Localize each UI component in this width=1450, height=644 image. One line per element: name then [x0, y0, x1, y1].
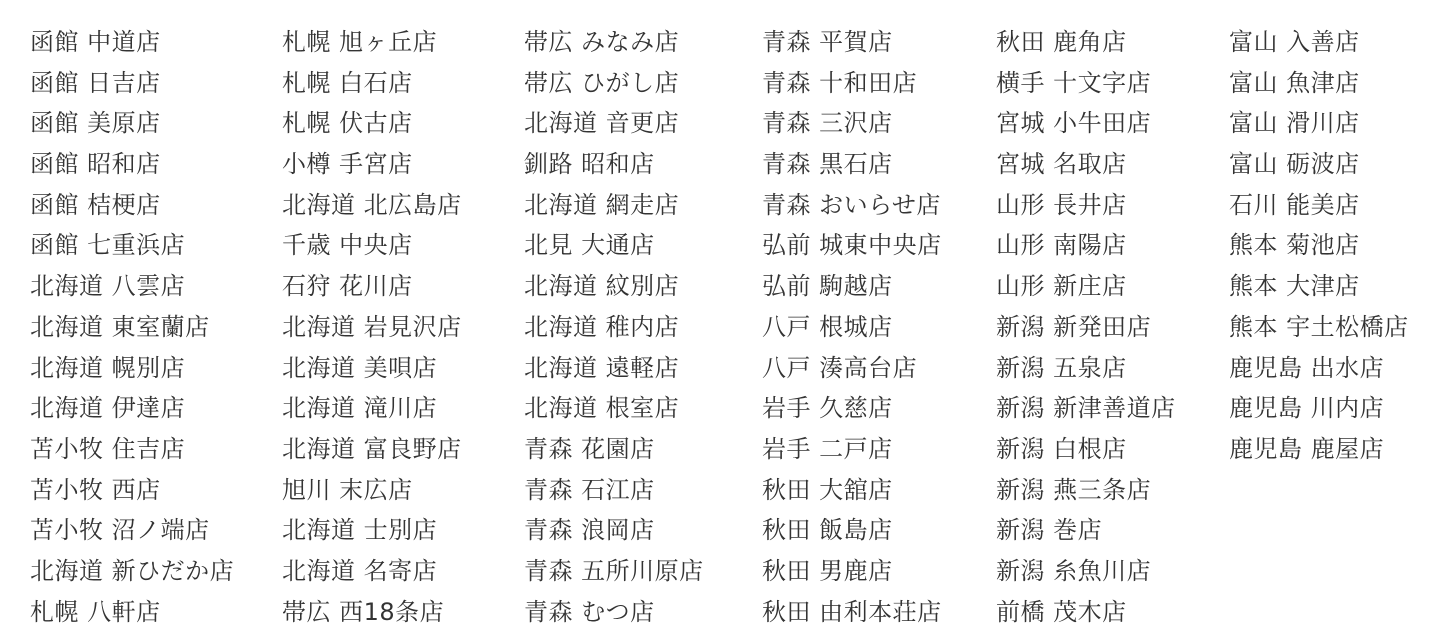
store-name: 北海道 北広島店 — [282, 190, 462, 219]
store-name: 北海道 幌別店 — [30, 353, 186, 382]
store-name: 北海道 紋別店 — [524, 272, 680, 301]
store-name: 八戸 湊高台店 — [762, 353, 918, 382]
store-name: 宮城 名取店 — [996, 150, 1127, 179]
store-name: 鹿児島 出水店 — [1229, 353, 1385, 382]
store-name: 青森 花園店 — [524, 434, 655, 463]
store-name: 石川 能美店 — [1229, 190, 1360, 219]
store-name: 苫小牧 住吉店 — [30, 434, 186, 463]
store-name: 青森 石江店 — [524, 475, 655, 504]
store-name: 熊本 菊池店 — [1229, 231, 1360, 260]
store-name: 北海道 八雲店 — [30, 272, 186, 301]
store-name: 岩手 久慈店 — [762, 394, 893, 423]
store-name: 前橋 茂木店 — [996, 597, 1127, 626]
store-name: 函館 日吉店 — [30, 68, 161, 97]
store-name: 山形 南陽店 — [996, 231, 1127, 260]
store-name: 苫小牧 西店 — [30, 475, 161, 504]
store-name: 弘前 駒越店 — [762, 272, 893, 301]
store-name: 新潟 巻店 — [996, 516, 1103, 545]
store-name: 青森 三沢店 — [762, 109, 893, 138]
store-name: 岩手 二戸店 — [762, 434, 893, 463]
store-name: 北海道 名寄店 — [282, 556, 438, 585]
store-name: 新潟 燕三条店 — [996, 475, 1152, 504]
store-name: 山形 新庄店 — [996, 272, 1127, 301]
store-name: 札幌 八軒店 — [30, 597, 161, 626]
store-name: 札幌 白石店 — [282, 68, 413, 97]
store-name: 秋田 鹿角店 — [996, 28, 1127, 56]
store-column-4 — [762, 22, 942, 632]
store-name: 苫小牧 沼ノ端店 — [30, 516, 210, 545]
store-name: 北海道 伊達店 — [30, 394, 186, 423]
store-column-3 — [524, 22, 704, 632]
store-name: 北海道 美唄店 — [282, 353, 438, 382]
store-name: 新潟 新発田店 — [996, 312, 1152, 341]
store-name: 青森 浪岡店 — [524, 516, 655, 545]
store-name: 北海道 新ひだか店 — [30, 556, 235, 585]
store-name: 北海道 稚内店 — [524, 312, 680, 341]
store-name: 新潟 新津善道店 — [996, 394, 1176, 423]
store-name: 千歳 中央店 — [282, 231, 413, 260]
store-name: 石狩 花川店 — [282, 272, 413, 301]
store-name: 青森 おいらせ店 — [762, 190, 941, 219]
store-name: 釧路 昭和店 — [524, 150, 655, 179]
store-name: 青森 むつ店 — [524, 597, 655, 626]
store-name: 新潟 五泉店 — [996, 353, 1127, 382]
store-name: 函館 中道店 — [30, 28, 161, 56]
store-name: 秋田 飯島店 — [762, 516, 893, 545]
store-name: 富山 入善店 — [1229, 28, 1360, 56]
store-name: 帯広 みなみ店 — [524, 28, 680, 56]
store-name: 新潟 白根店 — [996, 434, 1127, 463]
store-name: 帯広 西18条店 — [282, 597, 445, 626]
store-name: 札幌 旭ヶ丘店 — [282, 28, 438, 56]
store-name: 北見 大通店 — [524, 231, 655, 260]
store-name: 秋田 由利本荘店 — [762, 597, 942, 626]
store-name: 北海道 根室店 — [524, 394, 680, 423]
store-name: 青森 平賀店 — [762, 28, 893, 56]
store-name: 横手 十文字店 — [996, 68, 1152, 97]
store-name: 弘前 城東中央店 — [762, 231, 942, 260]
store-name: 旭川 末広店 — [282, 475, 413, 504]
store-name: 北海道 遠軽店 — [524, 353, 680, 382]
store-name: 函館 美原店 — [30, 109, 161, 138]
store-name: 青森 十和田店 — [762, 68, 918, 97]
store-name: 富山 滑川店 — [1229, 109, 1360, 138]
store-name: 鹿児島 鹿屋店 — [1229, 434, 1385, 463]
store-name: 新潟 糸魚川店 — [996, 556, 1152, 585]
store-name: 函館 桔梗店 — [30, 190, 161, 219]
store-column-5 — [996, 22, 1176, 632]
store-name: 北海道 富良野店 — [282, 434, 462, 463]
store-column-1 — [30, 22, 234, 632]
store-name: 北海道 士別店 — [282, 516, 438, 545]
store-name: 函館 七重浜店 — [30, 231, 186, 260]
store-name: 青森 五所川原店 — [524, 556, 704, 585]
store-name: 宮城 小牛田店 — [996, 109, 1152, 138]
store-name: 北海道 岩見沢店 — [282, 312, 462, 341]
store-name: 秋田 大舘店 — [762, 475, 893, 504]
store-name: 富山 魚津店 — [1229, 68, 1360, 97]
store-name: 鹿児島 川内店 — [1229, 394, 1385, 423]
store-name: 熊本 大津店 — [1229, 272, 1360, 301]
store-name: 帯広 ひがし店 — [524, 68, 680, 97]
store-column-6 — [1229, 22, 1409, 470]
store-name: 札幌 伏古店 — [282, 109, 413, 138]
store-name: 熊本 宇土松橋店 — [1229, 312, 1409, 341]
store-name: 北海道 網走店 — [524, 190, 680, 219]
store-name: 小樽 手宮店 — [282, 150, 413, 179]
store-name: 八戸 根城店 — [762, 312, 893, 341]
store-name: 山形 長井店 — [996, 190, 1127, 219]
store-name: 函館 昭和店 — [30, 150, 161, 179]
store-column-2 — [282, 22, 462, 632]
store-name: 北海道 音更店 — [524, 109, 680, 138]
store-name: 北海道 東室蘭店 — [30, 312, 210, 341]
store-name: 北海道 滝川店 — [282, 394, 438, 423]
store-name: 青森 黒石店 — [762, 150, 893, 179]
store-name: 富山 砺波店 — [1229, 150, 1360, 179]
store-name: 秋田 男鹿店 — [762, 556, 893, 585]
